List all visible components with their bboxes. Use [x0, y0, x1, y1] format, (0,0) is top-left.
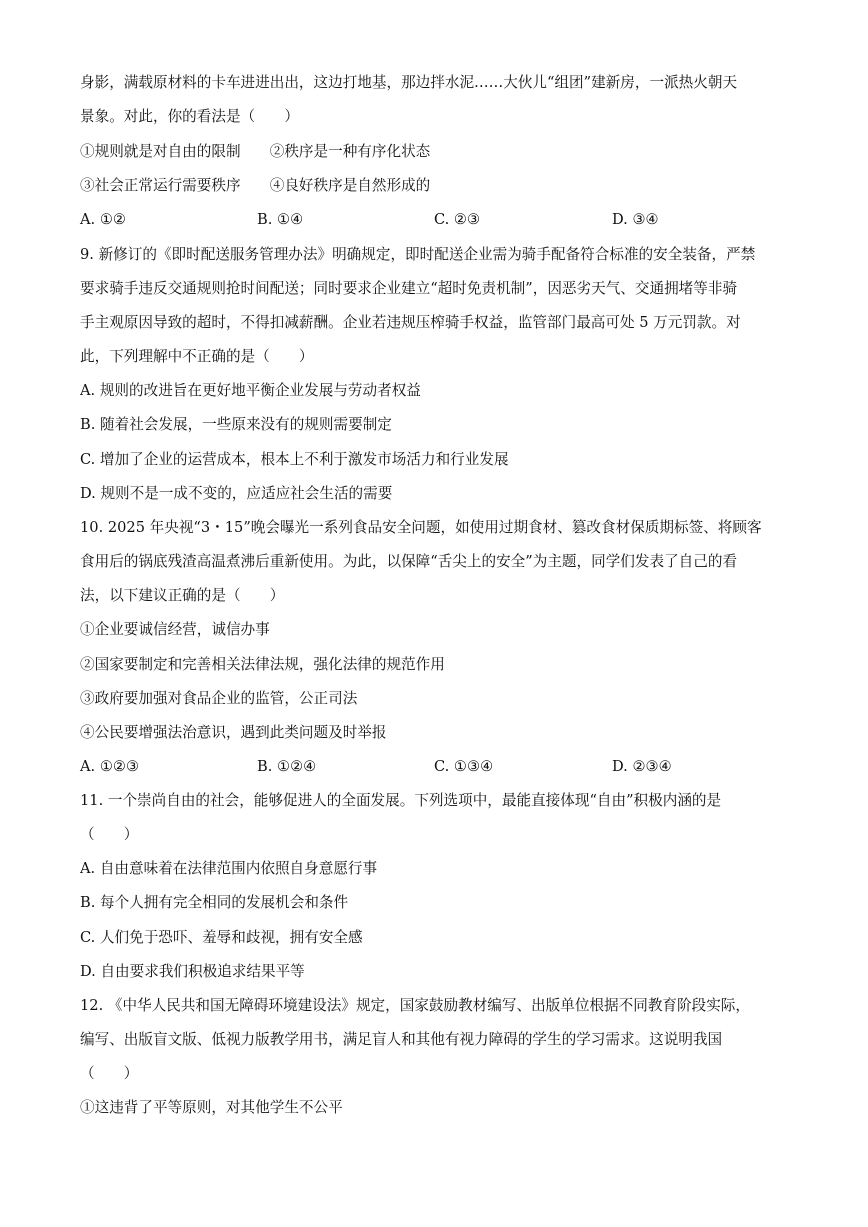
q9-option-d: D. 规则不是一成不变的，应适应社会生活的需要 [80, 485, 393, 502]
q9-option-c: C. 增加了企业的运营成本，根本上不利于激发市场活力和行业发展 [80, 451, 509, 468]
q8-stem-line: 景象。对此，你的看法是（ ） [80, 108, 299, 125]
q10-stem-line: 10. 2025 年央视“3・15”晚会曝光一系列食品安全问题，如使用过期食材、篡改食材保质期标签、将顾客 [80, 519, 762, 536]
q8-option-c: C. ②③ [434, 211, 481, 228]
q8-item-row: ①规则就是对自由的限制 ②秩序是一种有序化状态 [80, 143, 431, 160]
q9-stem-line: 手主观原因导致的超时，不得扣减薪酬。企业若违规压榨骑手权益，监管部门最高可处 5 万元罚款。对 [80, 314, 741, 331]
q8-stem-line: 身影，满载原材料的卡车进进出出，这边打地基，那边拌水泥……大伙儿“组团”建新房，一派热火朝天 [80, 74, 738, 91]
q8-item-row: ③社会正常运行需要秩序 ④良好秩序是自然形成的 [80, 177, 431, 194]
q12-item: ①这违背了平等原则，对其他学生不公平 [80, 1099, 343, 1116]
q9-stem-line: 此，下列理解中不正确的是（ ） [80, 348, 314, 365]
q8-option-b: B. ①④ [257, 211, 304, 228]
q11-option-d: D. 自由要求我们积极追求结果平等 [80, 963, 305, 980]
q10-option-c: C. ①③④ [434, 758, 494, 775]
q12-stem-line: （ ） [80, 1065, 139, 1082]
q11-stem-line: （ ） [80, 826, 139, 843]
q10-option-a: A. ①②③ [80, 758, 140, 775]
q10-item: ②国家要制定和完善相关法律法规，强化法律的规范作用 [80, 656, 445, 673]
q12-stem-line: 12. 《中华人民共和国无障碍环境建设法》规定，国家鼓励教材编写、出版单位根据不同教育阶段实际， [80, 997, 750, 1014]
q8-option-d: D. ③④ [612, 211, 659, 228]
q10-option-b: B. ①②④ [257, 758, 317, 775]
q12-stem-line: 编写、出版盲文版、低视力版教学用书，满足盲人和其他有视力障碍的学生的学习需求。这说明我国 [80, 1031, 723, 1048]
q8-option-a: A. ①② [80, 211, 126, 228]
q10-item: ③政府要加强对食品企业的监管，公正司法 [80, 690, 358, 707]
q10-option-d: D. ②③④ [612, 758, 672, 775]
q9-option-a: A. 规则的改进旨在更好地平衡企业发展与劳动者权益 [80, 382, 421, 399]
q11-option-b: B. 每个人拥有完全相同的发展机会和条件 [80, 894, 349, 911]
q10-item: ①企业要诚信经营，诚信办事 [80, 621, 270, 638]
q10-item: ④公民要增强法治意识，遇到此类问题及时举报 [80, 724, 387, 741]
q9-option-b: B. 随着社会发展，一些原来没有的规则需要制定 [80, 416, 392, 433]
q11-option-c: C. 人们免于恐吓、羞辱和歧视，拥有安全感 [80, 929, 363, 946]
q11-option-a: A. 自由意味着在法律范围内依照自身意愿行事 [80, 860, 378, 877]
q10-stem-line: 食用后的锅底残渣高温煮沸后重新使用。为此，以保障“舌尖上的安全”为主题，同学们发表了自己的看 [80, 553, 738, 570]
q9-stem-line: 要求骑手违反交通规则抢时间配送；同时要求企业建立“超时免责机制”，因恶劣天气、交通拥堵等非骑 [80, 280, 738, 297]
q10-stem-line: 法，以下建议正确的是（ ） [80, 587, 285, 604]
q11-stem-line: 11. 一个崇尚自由的社会，能够促进人的全面发展。下列选项中，最能直接体现“自由”积极内涵的是 [80, 792, 722, 809]
q9-stem-line: 9. 新修订的《即时配送服务管理办法》明确规定，即时配送企业需为骑手配备符合标准的安全装备，严禁 [80, 246, 756, 263]
